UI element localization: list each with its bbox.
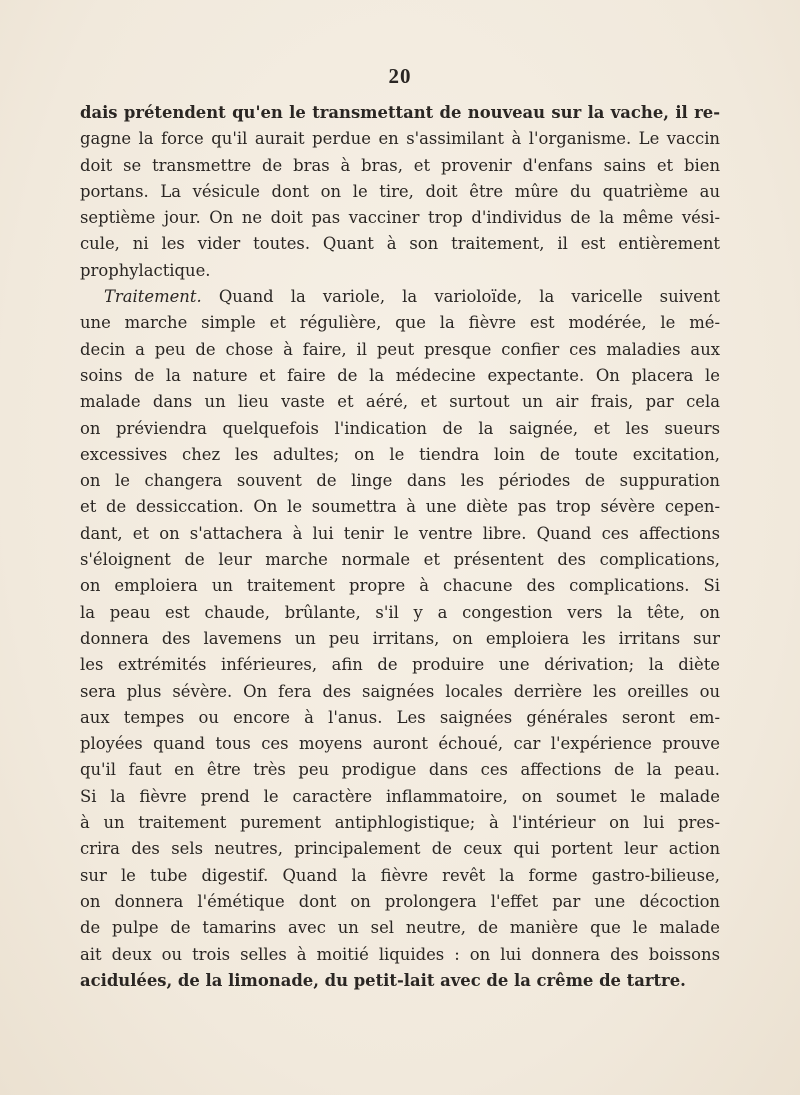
text-line: à un traitement purement antiphlogistique; à l'intérieur on lui pres-: [80, 813, 720, 833]
text-line: soins de la nature et faire de la médecine expectante. On placera le: [80, 365, 720, 385]
text-line: on préviendra quelquefois l'indication de la saignée, et les sueurs: [80, 418, 720, 438]
text-line: et de dessiccation. On le soumettra à une diète pas trop sévère cepen-: [80, 497, 720, 517]
text-line: acidulées, de la limonade, du petit-lait avec de la crême de tartre.: [80, 970, 686, 990]
text-line: dais prétendent qu'en le transmettant de nouveau sur la vache, il re-: [80, 103, 720, 122]
text-line: malade dans un lieu vaste et aéré, et surtout un air frais, par cela: [80, 392, 720, 412]
text-line: doit se transmettre de bras à bras, et provenir d'enfans sains et bien: [80, 155, 720, 175]
text-line: portans. La vésicule dont on le tire, doit être mûre du quatrième au: [80, 181, 720, 201]
text-line: ait deux ou trois selles à moitié liquides : on lui donnera des boissons: [80, 944, 720, 964]
text-line-content: Quand la variole, la varioloïde, la varicelle suivent: [218, 287, 720, 307]
text-line: cule, ni les vider toutes. Quant à son traitement, il est entièrement: [80, 234, 720, 254]
text-line: les extrémités inférieures, afin de produire une dérivation; la diète: [80, 655, 720, 675]
text-line: s'éloignent de leur marche normale et présentent des complications,: [80, 550, 720, 570]
section-heading-traitement: Traitement.: [104, 287, 202, 307]
text-line: on emploiera un traitement propre à chacune des complications. Si: [80, 576, 720, 596]
text-line: excessives chez les adultes; on le tiendra loin de toute excitation,: [80, 444, 720, 464]
text-line: prophylactique.: [80, 260, 211, 280]
text-line: crira des sels neutres, principalement de ceux qui portent leur action: [80, 839, 720, 859]
text-line: on le changera souvent de linge dans les périodes de suppuration: [80, 471, 720, 491]
text-line: aux tempes ou encore à l'anus. Les saignées générales seront em-: [80, 707, 720, 727]
text-line: dant, et on s'attachera à lui tenir le ventre libre. Quand ces affections: [80, 523, 720, 543]
text-line: Si la fièvre prend le caractère inflammatoire, on soumet le malade: [80, 786, 720, 806]
text-line: qu'il faut en être très peu prodigue dans ces affections de la peau.: [80, 760, 720, 780]
text-line: une marche simple et régulière, que la fièvre est modérée, le mé-: [80, 313, 720, 333]
body-text: [80, 100, 720, 994]
text-line: sur le tube digestif. Quand la fièvre revêt la forme gastro-bilieuse,: [80, 865, 720, 885]
text-line: la peau est chaude, brûlante, s'il y a congestion vers la tête, on: [80, 602, 720, 622]
text-line: donnera des lavemens un peu irritans, on emploiera les irritans sur: [80, 628, 720, 648]
text-line: on donnera l'émétique dont on prolongera l'effet par une décoction: [80, 891, 720, 911]
text-line: gagne la force qu'il aurait perdue en s'assimilant à l'organisme. Le vaccin: [80, 129, 720, 149]
page-number: 20: [388, 64, 412, 88]
text-line: decin a peu de chose à faire, il peut presque confier ces maladies aux: [80, 339, 720, 359]
text-line: ployées quand tous ces moyens auront échoué, car l'expérience prouve: [80, 734, 720, 754]
text-line: [80, 284, 720, 310]
text-line: sera plus sévère. On fera des saignées locales derrière les oreilles ou: [80, 681, 720, 701]
text-line: de pulpe de tamarins avec un sel neutre, de manière que le malade: [80, 918, 720, 938]
text-line: septième jour. On ne doit pas vacciner trop d'individus de la même vési-: [80, 208, 720, 228]
